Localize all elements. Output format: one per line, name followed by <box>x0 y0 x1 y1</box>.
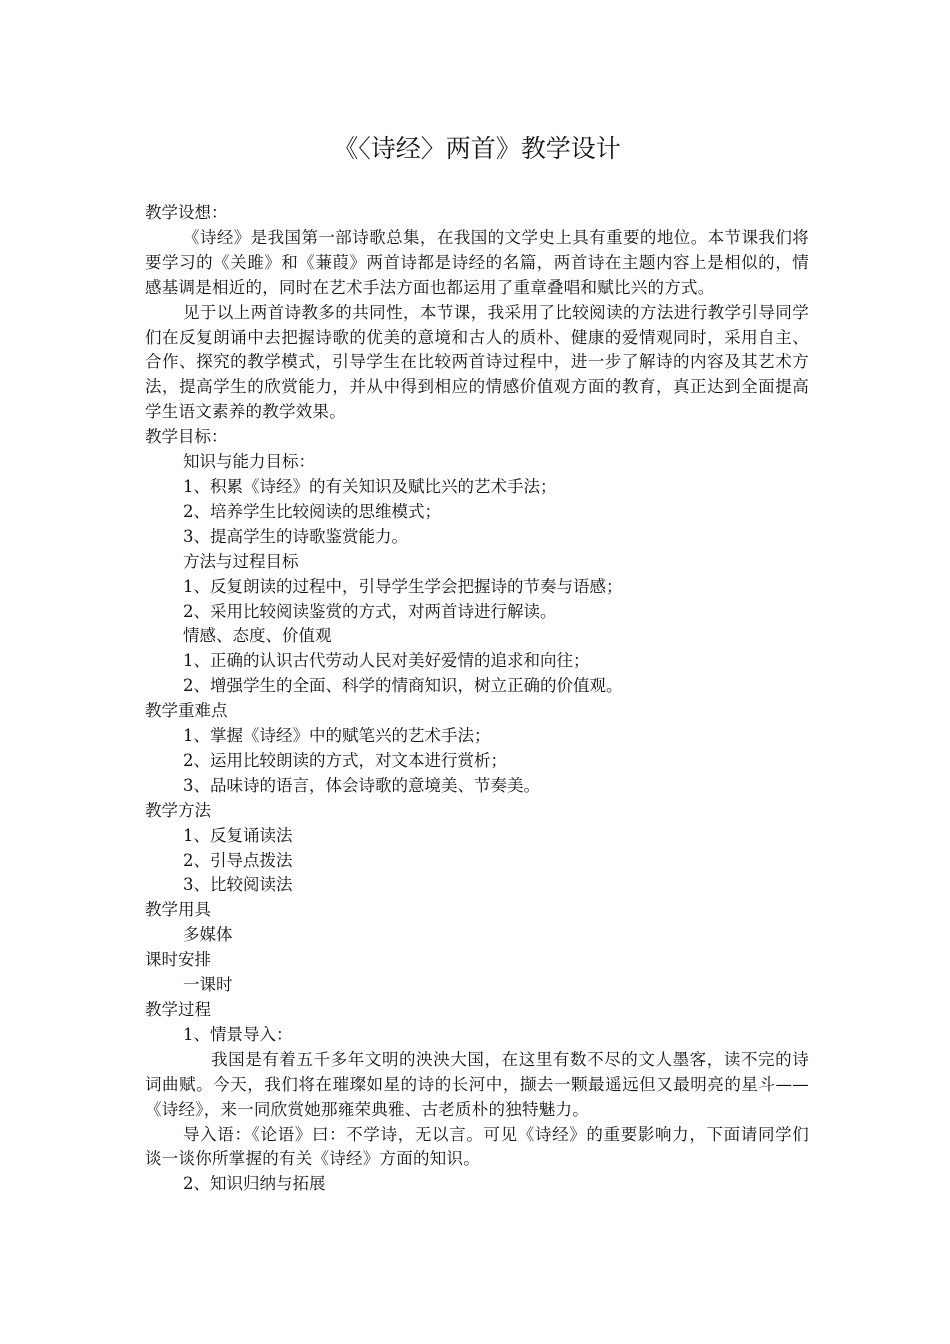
list-item: 3、比较阅读法 <box>183 875 293 895</box>
document-title: 《〈诗经〉两首》教学设计 <box>333 134 621 163</box>
list-item: 1、情景导入： <box>183 1024 293 1044</box>
list-item: 2、增强学生的全面、科学的情商知识，树立正确的价值观。 <box>183 676 623 696</box>
subheading-knowledge: 知识与能力目标： <box>183 452 315 472</box>
list-item: 3、提高学生的诗歌鉴赏能力。 <box>183 526 408 546</box>
list-item: 2、引导点拨法 <box>183 850 293 870</box>
subheading-emotion: 情感、态度、价值观 <box>183 626 332 646</box>
document-body <box>145 201 809 1197</box>
list-item: 3、品味诗的语言，体会诗歌的意境美、节奏美。 <box>183 775 540 795</box>
section-heading-idea: 教学设想： <box>145 203 228 222</box>
section-heading-goals: 教学目标： <box>145 427 228 447</box>
section-heading-methods: 教学方法 <box>145 800 211 820</box>
list-item: 2、采用比较阅读鉴赏的方式，对两首诗进行解读。 <box>183 601 557 621</box>
list-item: 一课时 <box>183 975 233 995</box>
list-item: 2、培养学生比较阅读的思维模式； <box>183 501 441 521</box>
list-item: 1、正确的认识古代劳动人民对美好爱情的追求和向往； <box>183 651 590 671</box>
paragraph-process-1: 我国是有着五千多年文明的泱泱大国，在这里有数不尽的文人墨客，读不完的诗词曲赋。今天，我们将在璀璨如星的诗的长河中，撷去一颗最遥远但又最明亮的星斗——《诗经》，来一同欣赏她那雍荣典雅、古老质朴的独特魅力。 <box>145 1049 809 1119</box>
subheading-method: 方法与过程目标 <box>183 551 299 571</box>
paragraph-process-2: 导入语：《论语》曰：不学诗，无以言。可见《诗经》的重要影响力，下面请同学们谈一谈你所掌握的有关《诗经》方面的知识。 <box>145 1124 809 1169</box>
list-item: 1、反复朗读的过程中，引导学生学会把握诗的节奏与语感； <box>183 576 623 596</box>
list-item: 1、反复诵读法 <box>183 825 293 845</box>
section-heading-process: 教学过程 <box>145 1000 211 1019</box>
list-item: 多媒体 <box>183 925 233 945</box>
list-item: 1、积累《诗经》的有关知识及赋比兴的艺术手法； <box>183 476 557 496</box>
section-heading-schedule: 课时安排 <box>145 950 211 970</box>
list-item: 2、知识归纳与拓展 <box>183 1174 326 1194</box>
list-item: 2、运用比较朗读的方式，对文本进行赏析； <box>183 750 507 770</box>
section-heading-tools: 教学用具 <box>145 900 211 920</box>
paragraph-idea-1: 《诗经》是我国第一部诗歌总集，在我国的文学史上具有重要的地位。本节课我们将要学习的《关雎》和《蒹葭》两首诗都是诗经的名篇，两首诗在主题内容上是相似的，情感基调是相近的，同时在艺术手法方面也都运用了重章叠唱和赋比兴的方式。 <box>145 227 809 297</box>
list-item: 1、掌握《诗经》中的赋笔兴的艺术手法； <box>183 726 491 746</box>
section-heading-key-points: 教学重难点 <box>145 701 228 721</box>
paragraph-idea-2: 见于以上两首诗教多的共同性，本节课，我采用了比较阅读的方法进行教学引导同学们在反复朗诵中去把握诗歌的优美的意境和古人的质朴、健康的爱情观同时，采用自主、合作、探究的教学模式，引导学生在比较两首诗过程中，进一步了解诗的内容及其艺术方法，提高学生的欣赏能力，并从中得到相应的情感价值观方面的教育，真正达到全面提高学生语文素养的教学效果。 <box>145 302 809 422</box>
